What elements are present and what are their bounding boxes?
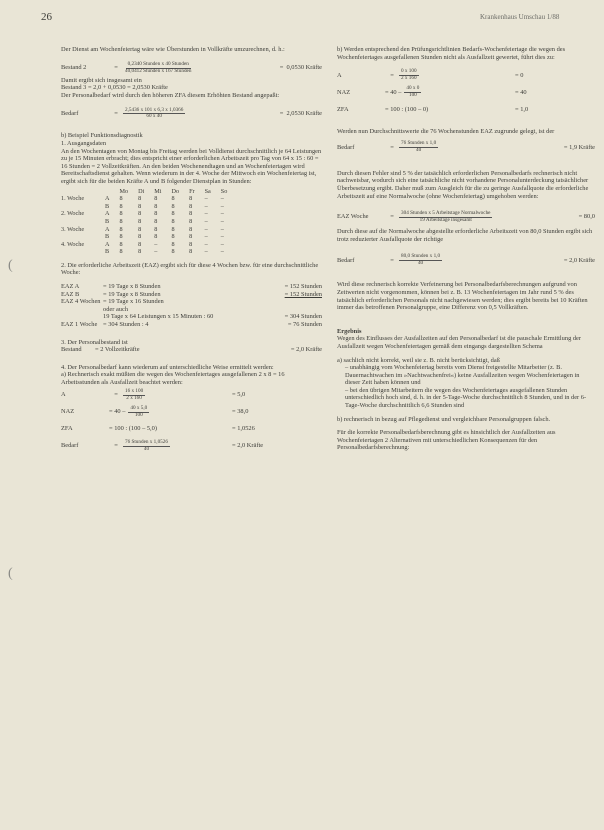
equals-sign: = <box>114 110 118 118</box>
row-label: Bestand <box>61 346 82 354</box>
formula-expression: = 100 : (100 – 0) <box>385 105 429 113</box>
numerator: 2,5436 x 101 x 6,3 x 1,0366 <box>125 106 184 113</box>
denominator: 2 x 160 <box>126 394 142 401</box>
paragraph: Der Personalbedarf wird durch den höheren ZFA diesem Erhöhten Bestand angepaßt: <box>61 91 280 99</box>
fraction <box>399 141 438 154</box>
punch-hole-mark: ( <box>8 258 13 273</box>
equals-sign: = <box>390 213 394 221</box>
hours-cell: 8 <box>119 195 123 203</box>
formula-result: = 1,0526 <box>232 425 255 433</box>
formula-label: ZFA <box>61 425 73 433</box>
formula-label: NAZ <box>337 88 351 96</box>
numerator: 40 x 0 <box>406 85 420 92</box>
eaz-row <box>61 313 322 321</box>
formula-row <box>61 387 322 404</box>
denominator: 100 <box>408 92 417 99</box>
equals-sign: = <box>114 64 118 72</box>
row-label: EAZ 1 Woche <box>61 321 98 329</box>
hours-cell: – <box>204 225 208 233</box>
formula-label: Bestand 2 <box>61 64 87 72</box>
formula-bestand2 <box>61 60 322 77</box>
week-label: 3. Woche <box>61 225 85 233</box>
formula-bedarf <box>337 136 595 160</box>
eaz-row <box>61 291 322 299</box>
day-header: Sa <box>204 187 211 195</box>
equals-sign: = <box>114 391 118 399</box>
formula-label: Bedarf <box>61 110 79 118</box>
formula-result: = 2,0 Kräfte <box>563 256 595 264</box>
paragraph: Durch diesen Fehler sind 5 % der tatsächlich erforderlichen Personalbedarfs rechnerisch nicht nachweisbar, wodurch sich eine tatsächliche nicht vorhandene Personalunterdeckung tatsächlicher Überbesetzung ergibt. Daher muß zum Ausgleich für die zu geringe Ausfallquote die erforderliche Arbeitszeit auf eine Normalwoche (ohne Wochenfeiertag) umgehoben werden: <box>337 169 589 200</box>
formula-label: A <box>61 391 66 399</box>
fraction <box>399 211 492 224</box>
formula-bedarf <box>337 249 595 271</box>
bestand3-line: Bestand 3 = 2,0 + 0,0530 = 2,0530 Kräfte <box>61 84 168 92</box>
subheading: 1. Ausgangsdaten <box>61 139 107 147</box>
numerator: 76 Stunden x 1,0526 <box>125 438 168 445</box>
numerator: 76 Stunden x 1,0 <box>401 140 437 147</box>
numerator: 16 x 100 <box>125 387 144 394</box>
table-row <box>61 241 232 249</box>
hours-cell: – <box>204 248 208 256</box>
paragraph: Damit ergibt sich insgesamt ein <box>61 76 142 84</box>
hours-cell: 8 <box>171 248 175 256</box>
paragraph: Für die korrekte Personalbedarfsberechnung gibt es hinsichtlich der Ausfallzeiten aus Wochenfeiertagen 2 Alternativen mit unterschiedlichen Konsequenzen für den Personalbedarfsberechnung: <box>337 429 556 452</box>
row-expression: = 19 Tage x 8 Stunden <box>103 290 161 298</box>
fraction <box>399 69 419 82</box>
staff-name: A <box>105 225 110 233</box>
table-row <box>61 203 232 211</box>
hours-cell: – <box>204 202 208 210</box>
day-header: Do <box>171 187 180 195</box>
hours-cell: – <box>204 195 208 203</box>
table-row <box>61 226 232 234</box>
formula-label: EAZ Woche <box>337 213 369 221</box>
row-label: EAZ B <box>61 290 80 298</box>
formula-row <box>61 421 322 438</box>
hours-cell: – <box>220 202 224 210</box>
paragraph: b) Werden entsprechend den Prüfungsrichtlinien Bedarfs-Wochenfeiertage die wegen des Wochenfeiertages ausgefallenen Stunden nicht als Ausfallzeit gewertet, führt dies zu: <box>337 46 566 61</box>
numerator: 80,0 Stunden x 1,0 <box>401 253 441 260</box>
row-expression: = 304 Stunden : 4 <box>103 321 149 329</box>
hours-cell: – <box>204 240 208 248</box>
hours-cell: 8 <box>171 195 175 203</box>
day-header: So <box>220 187 228 195</box>
hours-cell: 8 <box>189 248 193 256</box>
formula-eaz-woche <box>337 206 595 228</box>
hours-cell: – <box>220 195 224 203</box>
hours-cell: 8 <box>171 202 175 210</box>
hours-cell: 8 <box>119 233 123 241</box>
hours-cell: 8 <box>171 210 175 218</box>
hours-cell: 8 <box>119 202 123 210</box>
hours-cell: – <box>220 233 224 241</box>
table-row <box>61 218 232 226</box>
formula-group <box>337 67 595 118</box>
fraction <box>404 86 421 99</box>
page-number: 26 <box>41 11 52 23</box>
staff-name: B <box>105 217 110 225</box>
hours-cell: 8 <box>138 225 142 233</box>
hours-cell: 8 <box>154 217 158 225</box>
denominator: 2 x 160 <box>401 75 417 82</box>
table-header-row <box>61 188 232 196</box>
paragraph: Wegen des Einflusses der Ausfallzeiten auf den Personalbedarf ist die pauschale Ermittlung der Ausfallzeit wegen Wochenfeiertagen gemäß dem eingangs dargestellten Schema <box>337 335 582 350</box>
hours-cell: 8 <box>154 195 158 203</box>
row-expression: oder auch <box>103 305 129 313</box>
hours-cell: 8 <box>154 210 158 218</box>
result-value: 0,0530 Kräfte <box>286 64 322 72</box>
week-label: 4. Woche <box>61 240 85 248</box>
punch-hole-mark: ( <box>8 566 13 581</box>
week-label <box>61 248 100 256</box>
row-result: = 2,0 Kräfte <box>290 346 322 354</box>
hours-cell: 8 <box>189 210 193 218</box>
bestand-line <box>61 346 322 354</box>
hours-cell: – <box>204 233 208 241</box>
hours-cell: – <box>204 210 208 218</box>
formula-row <box>337 101 595 118</box>
hours-cell: 8 <box>119 240 123 248</box>
eaz-row <box>61 283 322 291</box>
hours-cell: 8 <box>154 233 158 241</box>
row-label: EAZ 4 Wochen <box>61 298 101 306</box>
staff-name: A <box>105 210 110 218</box>
row-result: = 152 Stunden <box>284 290 322 298</box>
week-label <box>61 203 100 211</box>
staff-name: A <box>105 195 110 203</box>
row-result: = 152 Stunden <box>284 283 322 291</box>
hours-cell: 8 <box>138 240 142 248</box>
paragraph: An den Wochentagen von Montag bis Freitag werden bei Volldienst durchschnittlich je 64 Leistungen zu je 15 Minuten erbracht; dies entspricht einer erforderlichen Arbeitszeit pro Tag von 64 x 15 : 60 = 16 Stunden = 2 Vollzeitkräften. An den beiden Wochenendtagen und an Wochenfeiertagen wird Bereitschaftsdienst gehalten. Wenn wiederum in der 4. Woche der Mittwoch ein Wochenfeiertag ist, ergibt sich für die beiden Kräfte A und B folgender Dienstplan in Stunden: <box>61 147 322 185</box>
hours-cell: 8 <box>138 202 142 210</box>
staff-name: B <box>105 202 110 210</box>
hours-cell: – <box>204 217 208 225</box>
formula-result: = 80,0 <box>578 213 595 221</box>
list-item: b) rechnerisch in bezug auf Pflegedienst und vergleichbare Personalgruppen falsch. <box>337 415 551 423</box>
hours-cell: – <box>220 240 224 248</box>
paragraph: Der Dienst am Wochenfeiertag wäre wie Überstunden in Vollkräfte umzurechnen, d. h.: <box>61 46 285 53</box>
table-row <box>61 248 232 256</box>
eaz-calculation <box>61 283 322 329</box>
row-expression: 19 Tage x 64 Leistungen x 15 Minuten : 60 <box>103 313 214 321</box>
numerator: 40 x 5,0 <box>130 404 148 411</box>
fraction <box>123 389 145 402</box>
formula-label: Bedarf <box>61 442 79 450</box>
hours-cell: 8 <box>189 217 193 225</box>
row-label <box>61 313 103 321</box>
hours-cell: 8 <box>171 225 175 233</box>
equals-sign: = <box>390 256 394 264</box>
week-label: 1. Woche <box>61 195 85 203</box>
hours-cell: 8 <box>171 240 175 248</box>
hours-cell: 8 <box>138 195 142 203</box>
paragraph: a) Rechnerisch exakt müßten die wegen des Wochenfeiertages ausgefallenen 2 x 8 = 16 Arbeitsstunden als Ausfallzeit beachtet werden: <box>61 371 285 386</box>
paragraph: Wird diese rechnerisch korrekte Verfeinerung bei Personalbedarfsberechnungen aufgrund von Zeitwerten nicht vorgenommen, können bei z. B. 13 Wochenfeiertagen im Jahr rund 5 % des tatsächlich erforderlichen Personals nicht nachgewiesen werden; dies ergibt bereits bei 10 Kräften immer das betroffenen Personalgruppe, eine Differenz von 0,5 Vollkräften. <box>337 281 588 312</box>
formula-prefix: = 40 – <box>109 408 126 416</box>
row-label <box>61 306 103 314</box>
formula-result: = 38,0 <box>232 408 249 416</box>
fraction <box>399 254 442 267</box>
day-header: Fr <box>189 187 195 195</box>
formula-row <box>337 67 595 84</box>
row-expression: = 19 Tage x 16 Stunden <box>103 298 164 306</box>
eaz-row <box>61 321 322 329</box>
fraction <box>123 440 170 453</box>
formula-result: = 0 <box>515 71 524 79</box>
table-row <box>61 195 232 203</box>
denominator: 40 <box>143 445 150 452</box>
running-header: Krankenhaus Umschau 1/88 <box>480 13 560 21</box>
formula-bedarf <box>61 105 322 122</box>
denominator: 60 x 40 <box>146 113 162 120</box>
paragraph: 4. Der Personalbedarf kann wiederum auf unterschiedliche Weise ermittelt werden: <box>61 363 274 371</box>
equals-sign: = <box>390 71 394 79</box>
hours-cell: 8 <box>138 233 142 241</box>
list-subitem: – bei den übrigen Mitarbeitern die wegen des Wochenfeiertages ausgefallenen Stunden unterschiedlich hoch sind, d. h. in der 5-Tage-Woche durchschnittlich 8 Stunden, und in der 6-Tage-Woche durchschnittlich 6,6 Stunden sind <box>345 386 587 410</box>
hours-cell: 8 <box>154 202 158 210</box>
denominator: 40 <box>415 147 422 154</box>
formula-label: A <box>337 71 342 79</box>
schedule-table <box>61 188 232 256</box>
formula-expression: = 100 : (100 – 5,0) <box>109 425 157 433</box>
hours-cell: 8 <box>189 195 193 203</box>
hours-cell: 8 <box>189 202 193 210</box>
day-header: Mo <box>119 187 129 195</box>
formula-result: = 1,9 Kräfte <box>563 143 595 151</box>
row-result: = 304 Stunden <box>284 313 322 321</box>
numerator: 304 Stunden x 5 Arbeitstage Normalwoche <box>401 209 491 216</box>
formula-result: = 1,0 <box>515 105 529 113</box>
row-expression: = 19 Tage x 8 Stunden <box>103 283 161 291</box>
hours-cell: 8 <box>138 248 142 256</box>
result-value: 2,0530 Kräfte <box>286 110 322 118</box>
list-subitem: – unabhängig vom Wochenfeiertag bereits vom Dienst freigestellte Mitarbeiter (z. B. Dauernachtwachen im »Nachtwachenfrei«) keine Ausfallzeiten wegen Wochenfeiertagen in dieser Zeit haben können und <box>345 364 580 387</box>
hours-cell: 8 <box>189 225 193 233</box>
fraction <box>123 108 185 121</box>
hours-cell: 8 <box>119 217 123 225</box>
paragraph: Durch diese auf die Normalwoche abgestellte erforderliche Arbeitszeit von 80,0 Stunden ergibt sich trotz reduzierter Ausfallquote der richtige <box>337 228 593 243</box>
section-heading: b) Beispiel Funktionsdiagnostik <box>61 132 143 140</box>
paragraph: 3. Der Personalbestand ist <box>61 338 128 346</box>
row-expression: = 2 Vollzeitkräfte <box>95 346 140 354</box>
staff-name: A <box>105 240 110 248</box>
hours-cell: 8 <box>189 233 193 241</box>
staff-name: B <box>105 248 110 256</box>
hours-cell: 8 <box>154 225 158 233</box>
week-label: 2. Woche <box>61 210 85 218</box>
hours-cell: 8 <box>119 248 123 256</box>
hours-cell: – <box>220 210 224 218</box>
row-label: EAZ A <box>61 283 80 291</box>
formula-result: = 5,0 <box>232 391 246 399</box>
denominator: 40 <box>417 259 424 266</box>
table-row <box>61 233 232 241</box>
hours-cell: 8 <box>119 225 123 233</box>
day-header: Mi <box>154 187 162 195</box>
day-header: Di <box>138 187 145 195</box>
eaz-row <box>61 306 322 314</box>
left-column <box>61 46 322 455</box>
formula-label: Bedarf <box>337 143 355 151</box>
formula-label: ZFA <box>337 105 349 113</box>
table-row <box>61 210 232 218</box>
formula-row <box>337 84 595 101</box>
formula-row <box>61 404 322 421</box>
hours-cell: 8 <box>138 210 142 218</box>
paragraph: 2. Die erforderliche Arbeitszeit (EAZ) ergibt sich für diese 4 Wochen bzw. für eine durchschnittliche Woche: <box>61 261 319 277</box>
formula-row <box>61 438 322 455</box>
formula-group <box>61 387 322 455</box>
week-label <box>61 233 100 241</box>
formula-result: = 0,0530 Kräfte <box>279 64 322 72</box>
formula-result: = 2,0 Kräfte <box>232 442 264 450</box>
section-heading: Ergebnis <box>337 327 362 335</box>
right-column <box>337 46 595 452</box>
formula-result: = 2,0530 Kräfte <box>279 110 322 118</box>
row-result: = 76 Stunden <box>287 321 322 329</box>
denominator: 100 <box>134 411 143 418</box>
hours-cell: 8 <box>138 217 142 225</box>
list-item: a) sachlich nicht korrekt, weil sie z. B. nicht berücksichtigt, daß <box>337 356 500 364</box>
hours-cell: – <box>220 217 224 225</box>
week-label <box>61 218 100 226</box>
formula-label: Bedarf <box>337 256 355 264</box>
paragraph: Werden nun Durchschnittswerte die 76 Wochenstunden EAZ zugrunde gelegt, ist der <box>337 128 555 136</box>
eaz-row <box>61 298 322 306</box>
denominator: 19 Arbeitstage insgesamt <box>419 216 472 223</box>
hours-cell: 8 <box>171 233 175 241</box>
hours-cell: 8 <box>171 217 175 225</box>
fraction <box>128 406 149 419</box>
equals-sign: = <box>390 143 394 151</box>
denominator: 40,0412 Stunden x 167 Stunden <box>125 67 192 74</box>
formula-prefix: = 40 – <box>385 88 402 96</box>
equals-sign: = <box>114 442 118 450</box>
formula-label: NAZ <box>61 408 75 416</box>
numerator: 0,2340 Stunden x 40 Stunden <box>127 60 189 67</box>
formula-result: = 40 <box>515 88 527 96</box>
hours-cell: – <box>220 248 224 256</box>
hours-cell: – <box>154 248 158 256</box>
hours-cell: – <box>154 240 158 248</box>
fraction <box>123 62 193 75</box>
numerator: 0 x 100 <box>401 68 417 75</box>
hours-cell: 8 <box>189 240 193 248</box>
hours-cell: 8 <box>119 210 123 218</box>
hours-cell: – <box>220 225 224 233</box>
staff-name: B <box>105 233 110 241</box>
